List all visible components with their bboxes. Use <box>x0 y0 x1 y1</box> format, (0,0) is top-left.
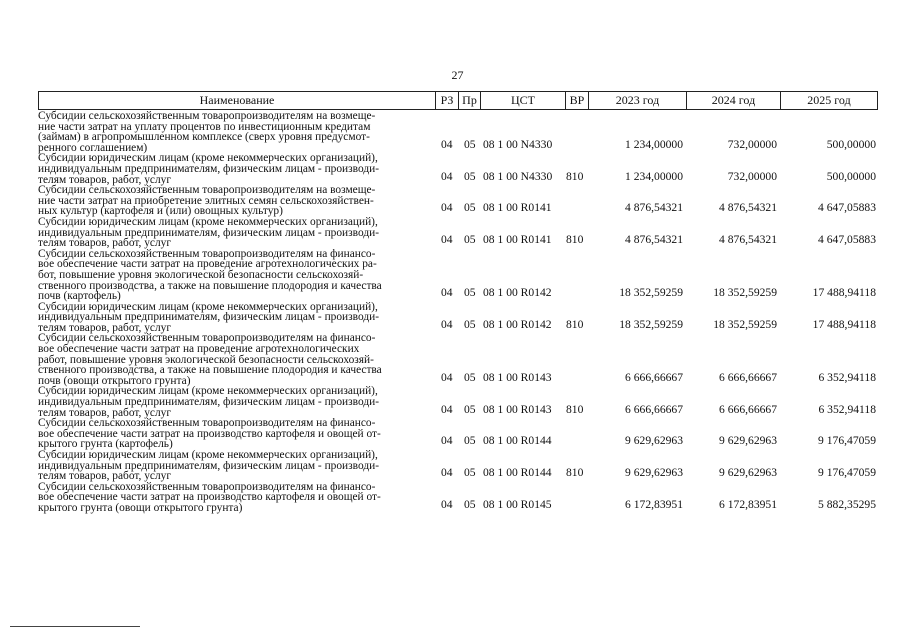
row-name-line: Субсидии юридическим лицам (кроме некоммерческих организаций), <box>38 449 378 461</box>
row-rz: 04 <box>441 201 453 215</box>
row-name-line: телям товаров, работ, услуг <box>38 470 171 483</box>
row-value-2025: 500,00000 <box>826 169 876 183</box>
row-value-2024: 18 352,59259 <box>713 286 777 300</box>
row-value-2025: 4 647,05883 <box>818 233 876 247</box>
row-rz: 04 <box>441 466 453 480</box>
row-name-line: Субсидии сельскохозяйственным товаропроизводителям на финансо- <box>38 332 376 345</box>
row-name-line: телям товаров, работ, услуг <box>38 406 171 419</box>
row-name-line: бот, повышение уровня экологической безопасности сельскохозяй- <box>38 268 364 281</box>
row-value-2024: 9 629,62963 <box>719 434 777 448</box>
row-name-line: Субсидии юридическим лицам (кроме некоммерческих организаций), <box>38 300 378 313</box>
row-vr: 810 <box>566 402 584 416</box>
row-cst: 08 1 00 R0143 <box>483 370 552 384</box>
row-value-2023: 6 172,83951 <box>625 497 683 511</box>
table-row <box>38 333 888 386</box>
row-value-2023: 9 629,62963 <box>625 434 683 448</box>
row-value-2024: 9 629,62963 <box>719 466 777 480</box>
row-pr: 05 <box>464 497 476 511</box>
row-value-2023: 1 234,00000 <box>625 169 683 183</box>
row-value-2023: 6 666,66667 <box>625 402 683 416</box>
row-cst: 08 1 00 N4330 <box>483 137 553 151</box>
row-value-2024: 6 666,66667 <box>719 370 777 384</box>
row-name <box>38 482 434 514</box>
row-name <box>38 333 434 386</box>
row-value-2023: 18 352,59259 <box>619 286 683 300</box>
row-value-2023: 6 666,66667 <box>625 370 683 384</box>
row-cst: 08 1 00 R0145 <box>483 497 552 511</box>
row-name-line: ренного соглашением) <box>38 141 148 154</box>
row-name-line: Субсидии юридическим лицам (кроме некоммерческих организаций), <box>38 152 378 165</box>
row-value-2023: 9 629,62963 <box>625 466 683 480</box>
row-name <box>38 111 434 153</box>
row-rz: 04 <box>441 137 453 151</box>
row-name-line: индивидуальным предпринимателям, физическим лицам - производи- <box>38 459 380 472</box>
row-name <box>38 302 434 334</box>
table-row <box>38 153 888 185</box>
row-value-2025: 17 488,94118 <box>812 317 876 331</box>
row-name-line: индивидуальным предпринимателям, физическим лицам - производи- <box>38 162 380 175</box>
row-pr: 05 <box>464 402 476 416</box>
row-name-line: Субсидии сельскохозяйственным товаропроизводителям на финансо- <box>38 247 376 260</box>
row-name-line: индивидуальным предпринимателям, физическим лицам - производи- <box>38 396 380 409</box>
row-name-line: Субсидии сельскохозяйственным товаропроизводителям на финансо- <box>38 480 376 493</box>
table-body <box>38 111 888 514</box>
row-pr: 05 <box>464 286 476 300</box>
row-name-line: Субсидии юридическим лицам (кроме некоммерческих организаций), <box>38 385 378 398</box>
row-cst: 08 1 00 R0141 <box>483 201 552 215</box>
row-name-line: (займам) в агропромышленном комплексе (сверх уровня предусмот- <box>38 131 370 144</box>
row-rz: 04 <box>441 434 453 448</box>
row-name-line: крытого грунта (овощи открытого грунта) <box>38 501 243 514</box>
page-number: 27 <box>451 68 464 82</box>
row-pr: 05 <box>464 466 476 480</box>
row-value-2024: 732,00000 <box>727 137 777 151</box>
header-2023: 2023 год <box>589 92 687 109</box>
row-value-2023: 4 876,54321 <box>625 201 683 215</box>
row-rz: 04 <box>441 233 453 247</box>
table-row <box>38 482 888 514</box>
row-name-line: вое обеспечение части затрат на проведение агротехнологических ра- <box>38 258 377 271</box>
row-name <box>38 418 434 450</box>
table-row <box>38 418 888 450</box>
row-cst: 08 1 00 R0144 <box>483 434 552 448</box>
row-cst: 08 1 00 R0141 <box>483 233 552 247</box>
row-name <box>38 386 434 418</box>
row-vr: 810 <box>566 169 584 183</box>
row-cst: 08 1 00 R0144 <box>483 466 552 480</box>
row-pr: 05 <box>464 137 476 151</box>
row-name-line: ных культур (картофеля и (или) овощных культур) <box>38 205 283 218</box>
header-rz: РЗ <box>436 92 459 109</box>
row-vr: 810 <box>566 317 584 331</box>
row-name-line: телям товаров, работ, услуг <box>38 237 171 250</box>
footer-rule <box>10 626 140 627</box>
row-value-2025: 500,00000 <box>826 137 876 151</box>
row-value-2024: 4 876,54321 <box>719 201 777 215</box>
row-value-2025: 5 882,35295 <box>818 497 876 511</box>
row-rz: 04 <box>441 497 453 511</box>
row-value-2023: 4 876,54321 <box>625 233 683 247</box>
row-name-line: крытого грунта (картофель) <box>38 438 173 451</box>
table-row <box>38 249 888 302</box>
row-pr: 05 <box>464 434 476 448</box>
row-name <box>38 153 434 185</box>
row-value-2024: 732,00000 <box>727 169 777 183</box>
table-row <box>38 217 888 249</box>
row-pr: 05 <box>464 201 476 215</box>
row-pr: 05 <box>464 169 476 183</box>
row-rz: 04 <box>441 169 453 183</box>
row-value-2023: 18 352,59259 <box>619 317 683 331</box>
row-value-2024: 18 352,59259 <box>713 317 777 331</box>
row-rz: 04 <box>441 402 453 416</box>
header-vr: ВР <box>566 92 589 109</box>
row-value-2025: 9 176,47059 <box>818 434 876 448</box>
row-value-2023: 1 234,00000 <box>625 137 683 151</box>
row-pr: 05 <box>464 370 476 384</box>
row-name <box>38 217 434 249</box>
row-name-line: почв (картофель) <box>38 290 121 303</box>
row-name-line: телям товаров, работ, услуг <box>38 173 171 186</box>
table-row <box>38 450 888 482</box>
row-name-line: вое обеспечение части затрат на производство картофеля и овощей от- <box>38 427 381 440</box>
row-vr: 810 <box>566 233 584 247</box>
row-pr: 05 <box>464 317 476 331</box>
table-row <box>38 386 888 418</box>
row-value-2025: 6 352,94118 <box>818 402 876 416</box>
row-name-line: ственного производства, а также на повышение плодородия и качества <box>38 279 382 292</box>
table-header <box>38 91 878 110</box>
header-pr: Пр <box>459 92 481 109</box>
row-name-line: ственного производства, а также на повышение плодородия и качества <box>38 364 382 377</box>
header-cst: ЦСТ <box>481 92 566 109</box>
row-vr: 810 <box>566 466 584 480</box>
row-value-2024: 4 876,54321 <box>719 233 777 247</box>
row-name <box>38 249 434 302</box>
row-name-line: вое обеспечение части затрат на производство картофеля и овощей от- <box>38 491 381 504</box>
row-name-line: индивидуальным предпринимателям, физическим лицам - производи- <box>38 311 380 324</box>
row-name-line: телям товаров, работ, услуг <box>38 321 171 334</box>
row-rz: 04 <box>441 370 453 384</box>
row-rz: 04 <box>441 286 453 300</box>
row-cst: 08 1 00 N4330 <box>483 169 553 183</box>
row-name-line: работ, повышение уровня экологической безопасности сельскохозяй- <box>38 353 374 366</box>
row-name-line: почв (овощи открытого грунта) <box>38 374 191 387</box>
table-row <box>38 111 888 153</box>
row-name-line: Субсидии сельскохозяйственным товаропроизводителям на возмеще- <box>38 110 376 122</box>
row-cst: 08 1 00 R0142 <box>483 317 552 331</box>
row-value-2025: 9 176,47059 <box>818 466 876 480</box>
row-name-line: индивидуальным предпринимателям, физическим лицам - производи- <box>38 226 380 239</box>
row-cst: 08 1 00 R0143 <box>483 402 552 416</box>
row-value-2025: 4 647,05883 <box>818 201 876 215</box>
row-rz: 04 <box>441 317 453 331</box>
header-2025: 2025 год <box>807 93 851 107</box>
row-name-line: Субсидии юридическим лицам (кроме некоммерческих организаций), <box>38 215 378 228</box>
table-row <box>38 185 888 217</box>
row-name-line: Субсидии сельскохозяйственным товаропроизводителям на возмеще- <box>38 184 376 197</box>
row-name-line: вое обеспечение части затрат на проведение агротехнологических <box>38 343 360 356</box>
row-cst: 08 1 00 R0142 <box>483 286 552 300</box>
table-row <box>38 302 888 334</box>
row-name-line: ние части затрат на приобретение элитных семян сельскохозяйствен- <box>38 194 374 207</box>
row-pr: 05 <box>464 233 476 247</box>
header-name: Наименование <box>39 92 436 109</box>
row-name-line: Субсидии сельскохозяйственным товаропроизводителям на финансо- <box>38 417 376 430</box>
row-name <box>38 450 434 482</box>
header-2024: 2024 год <box>687 92 781 109</box>
row-name <box>38 185 434 217</box>
row-value-2025: 17 488,94118 <box>812 286 876 300</box>
row-name-line: ние части затрат на уплату процентов по инвестиционным кредитам <box>38 120 371 133</box>
row-value-2025: 6 352,94118 <box>818 370 876 384</box>
row-value-2024: 6 172,83951 <box>719 497 777 511</box>
row-value-2024: 6 666,66667 <box>719 402 777 416</box>
